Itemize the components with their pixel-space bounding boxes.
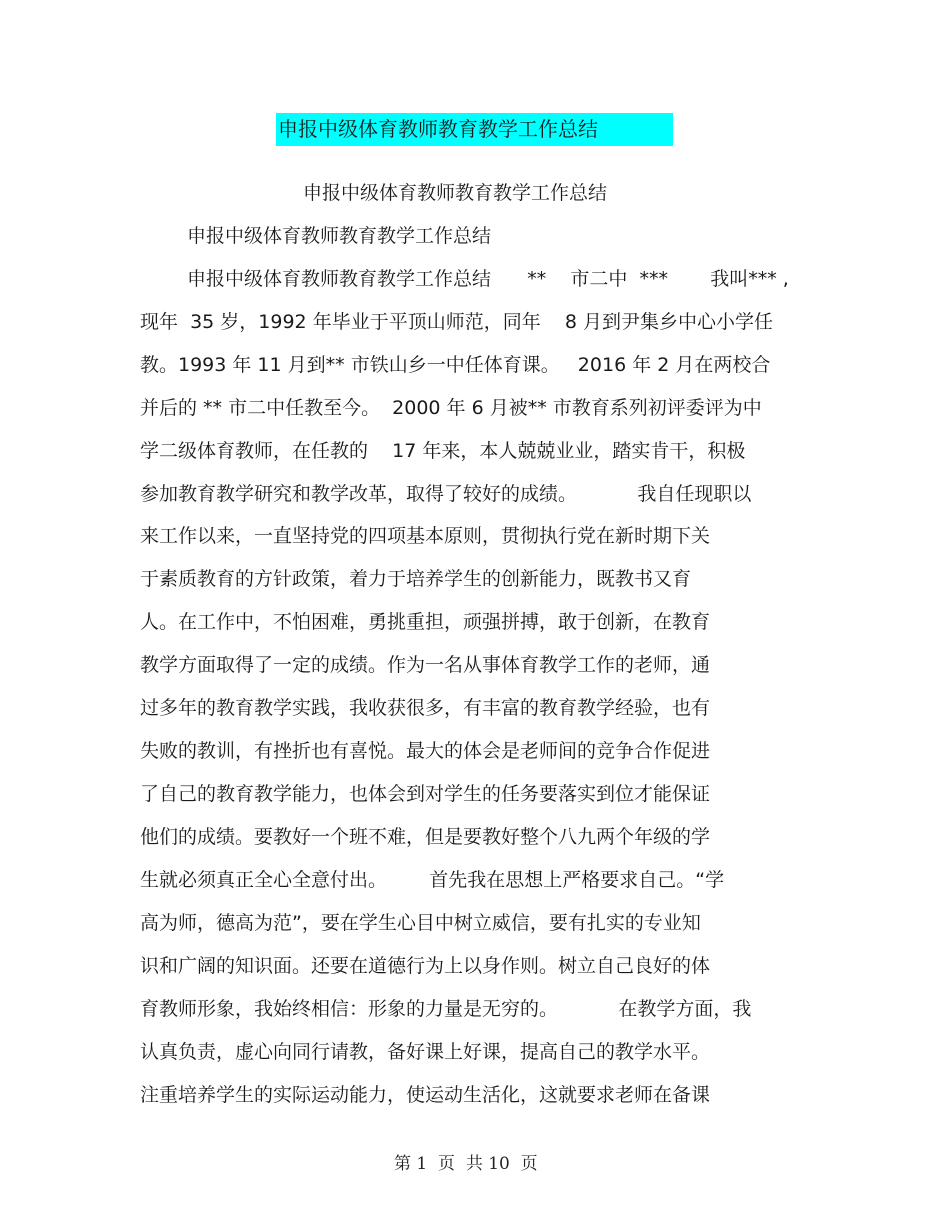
- document-title: 申报中级体育教师教育教学工作总结: [278, 117, 598, 141]
- body-line: 参加教育教学研究和教学改革，取得了较好的成绩。 我自任现职以: [140, 483, 752, 505]
- body-line: 并后的 ** 市二中任教至今。 2000 年 6 月被** 市教育系列初评委评为中: [140, 397, 762, 419]
- page-number-footer: 第 1 页 共 10 页: [394, 1154, 538, 1174]
- body-line: 失败的教训，有挫折也有喜悦。最大的体会是老师间的竞争合作促进: [140, 740, 711, 762]
- body-line: 来工作以来，一直坚持党的四项基本原则，贯彻执行党在新时期下关: [140, 525, 711, 547]
- body-line: 过多年的教育教学实践，我收获很多，有丰富的教育教学经验，也有: [140, 697, 711, 719]
- document-subtitle: 申报中级体育教师教育教学工作总结: [303, 182, 608, 204]
- body-line: 现年 35 岁，1992 年毕业于平顶山师范，同年 8 月到尹集乡中心小学任: [140, 311, 773, 333]
- body-line: 他们的成绩。要教好一个班不难，但是要教好整个八九两个年级的学: [140, 826, 711, 848]
- body-line: 注重培养学生的实际运动能力，使运动生活化，这就要求老师在备课: [140, 1084, 711, 1106]
- body-line: 申报中级体育教师教育教学工作总结 ** 市二中 *** 我叫*** ,: [187, 268, 789, 290]
- body-line: 育教师形象，我始终相信：形象的力量是无穷的。 在教学方面，我: [140, 998, 752, 1020]
- body-line: 识和广阔的知识面。还要在道德行为上以身作则。树立自己良好的体: [140, 955, 711, 977]
- body-line: 了自己的教育教学能力，也体会到对学生的任务要落实到位才能保证: [140, 783, 711, 805]
- body-line: 申报中级体育教师教育教学工作总结: [187, 225, 492, 247]
- body-line: 认真负责，虚心向同行请教，备好课上好课，提高自己的教学水平。: [140, 1041, 711, 1063]
- body-line: 学二级体育教师，在任教的 17 年来，本人兢兢业业，踏实肯干，积极: [140, 440, 746, 462]
- body-line: 教。1993 年 11 月到** 市铁山乡一中任体育课。 2016 年 2 月在两校合: [140, 354, 771, 376]
- body-line: 生就必须真正全心全意付出。 首先我在思想上严格要求自己。“学: [140, 869, 725, 891]
- body-line: 高为师，德高为范”，要在学生心目中树立威信，要有扎实的专业知: [140, 912, 701, 934]
- body-line: 于素质教育的方针政策，着力于培养学生的创新能力，既教书又育: [140, 568, 692, 590]
- body-line: 教学方面取得了一定的成绩。作为一名从事体育教学工作的老师，通: [140, 654, 711, 676]
- body-line: 人。在工作中，不怕困难，勇挑重担，顽强拼搏，敢于创新，在教育: [140, 611, 711, 633]
